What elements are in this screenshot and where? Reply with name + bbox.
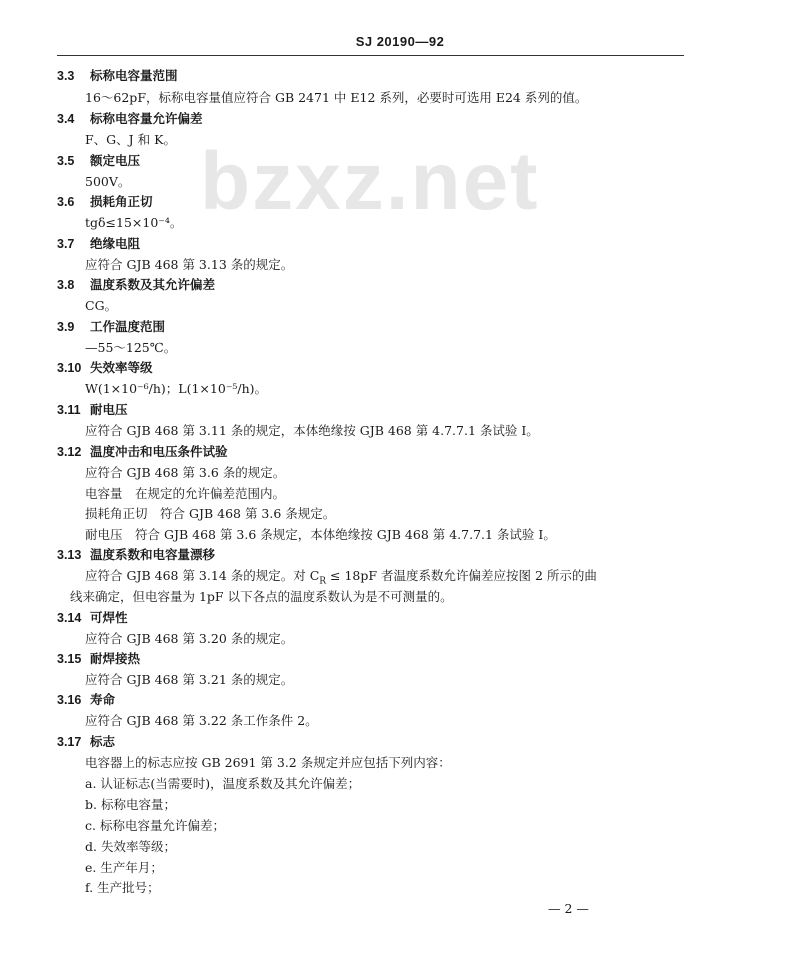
section-number: 3.15 xyxy=(57,652,82,666)
section-text xyxy=(85,568,597,590)
section-number: 3.4 xyxy=(57,112,75,126)
section-text: 线来确定，但电容量为 1pF 以下各点的温度系数认为是不可测量的。 xyxy=(70,589,453,604)
section-heading-3-15 xyxy=(57,651,140,667)
section-number: 3.13 xyxy=(57,548,82,562)
section-text: F、G、J 和 K。 xyxy=(85,132,176,147)
section-heading-3-16 xyxy=(57,692,115,708)
text-segment: 应符合 GJB 468 第 3.14 条的规定。对 C xyxy=(85,568,320,583)
section-text: 500V。 xyxy=(85,174,131,189)
subscript: R xyxy=(319,576,327,587)
section-heading-3-8 xyxy=(57,277,215,293)
section-number: 3.17 xyxy=(57,735,82,749)
section-number: 3.8 xyxy=(57,278,75,292)
section-text: 应符合 GJB 468 第 3.20 条的规定。 xyxy=(85,631,294,646)
section-heading-3-12 xyxy=(57,444,228,460)
section-heading-3-6 xyxy=(57,194,153,210)
header-divider xyxy=(57,55,684,56)
section-number: 3.9 xyxy=(57,320,75,334)
section-title: 绝缘电阻 xyxy=(90,236,141,251)
section-title: 标称电容量范围 xyxy=(90,68,178,83)
section-text: —55～125℃。 xyxy=(85,340,177,355)
section-number: 3.11 xyxy=(57,403,81,417)
section-heading-3-3 xyxy=(57,68,178,84)
section-heading-3-7 xyxy=(57,236,140,252)
list-item: a. 认证标志(当需要时)，温度系数及其允许偏差； xyxy=(85,776,361,791)
list-item: e. 生产年月； xyxy=(85,860,163,875)
section-title: 失效率等级 xyxy=(90,360,153,375)
section-number: 3.3 xyxy=(57,69,75,83)
section-title: 工作温度范围 xyxy=(90,319,166,334)
section-text: 应符合 GJB 468 第 3.13 条的规定。 xyxy=(85,257,294,272)
section-text: 电容量 在规定的允许偏差范围内。 xyxy=(85,486,286,501)
watermark: bzxz.net xyxy=(200,136,540,227)
list-item: c. 标称电容量允许偏差； xyxy=(85,818,225,833)
list-item: b. 标称电容量； xyxy=(85,797,176,812)
section-title: 耐电压 xyxy=(90,402,128,417)
section-title: 额定电压 xyxy=(90,153,141,168)
section-title: 温度系数及其允许偏差 xyxy=(90,277,216,292)
section-text: 耐电压 符合 GJB 468 第 3.6 条规定，本体绝缘按 GJB 468 第 4.7.7.1 条试验 Ⅰ。 xyxy=(85,527,556,542)
section-number: 3.12 xyxy=(57,445,82,459)
section-title: 标称电容量允许偏差 xyxy=(90,111,203,126)
section-title: 耐焊接热 xyxy=(90,651,141,666)
section-text: 电容器上的标志应按 GB 2691 第 3.2 条规定并应包括下列内容： xyxy=(85,755,451,770)
section-heading-3-4 xyxy=(57,111,203,127)
section-heading-3-13 xyxy=(57,547,215,563)
section-title: 损耗角正切 xyxy=(90,194,153,209)
section-heading-3-10 xyxy=(57,360,153,376)
section-text: 应符合 GJB 468 第 3.6 条的规定。 xyxy=(85,465,286,480)
section-text: W(1×10⁻⁶/h)；L(1×10⁻⁵/h)。 xyxy=(85,381,268,396)
section-title: 温度系数和电容量漂移 xyxy=(90,547,216,562)
section-number: 3.16 xyxy=(57,693,82,707)
list-item: d. 失效率等级； xyxy=(85,839,176,854)
section-title: 寿命 xyxy=(90,692,116,707)
section-title: 温度冲击和电压条件试验 xyxy=(90,444,228,459)
section-heading-3-5 xyxy=(57,153,140,169)
section-text: 应符合 GJB 468 第 3.22 条工作条件 2。 xyxy=(85,713,318,728)
section-number: 3.5 xyxy=(57,154,75,168)
section-heading-3-9 xyxy=(57,319,165,335)
document-code-header: SJ 20190—92 xyxy=(355,34,445,49)
section-text: 16～62pF，标称电容量值应符合 GB 2471 中 E12 系列，必要时可选用 E24 系列的值。 xyxy=(85,90,588,105)
section-heading-3-11 xyxy=(57,402,128,418)
section-number: 3.10 xyxy=(57,361,82,375)
section-text: tgδ≤15×10⁻⁴。 xyxy=(85,215,183,230)
section-heading-3-17 xyxy=(57,734,115,750)
section-title: 可焊性 xyxy=(90,610,128,625)
section-heading-3-14 xyxy=(57,610,128,626)
section-number: 3.14 xyxy=(57,611,82,625)
section-text: 损耗角正切 符合 GJB 468 第 3.6 条规定。 xyxy=(85,506,336,521)
section-text: 应符合 GJB 468 第 3.11 条的规定，本体绝缘按 GJB 468 第 4.7.7.1 条试验 Ⅰ。 xyxy=(85,423,539,438)
section-title: 标志 xyxy=(90,734,116,749)
list-item: f. 生产批号； xyxy=(85,880,160,895)
text-segment: ≤ 18pF 者温度系数允许偏差应按图 2 所示的曲 xyxy=(326,568,597,583)
section-number: 3.6 xyxy=(57,195,75,209)
section-number: 3.7 xyxy=(57,237,75,251)
section-text: 应符合 GJB 468 第 3.21 条的规定。 xyxy=(85,672,294,687)
section-text: CG。 xyxy=(85,298,118,313)
page-number: — 2 — xyxy=(548,901,589,916)
